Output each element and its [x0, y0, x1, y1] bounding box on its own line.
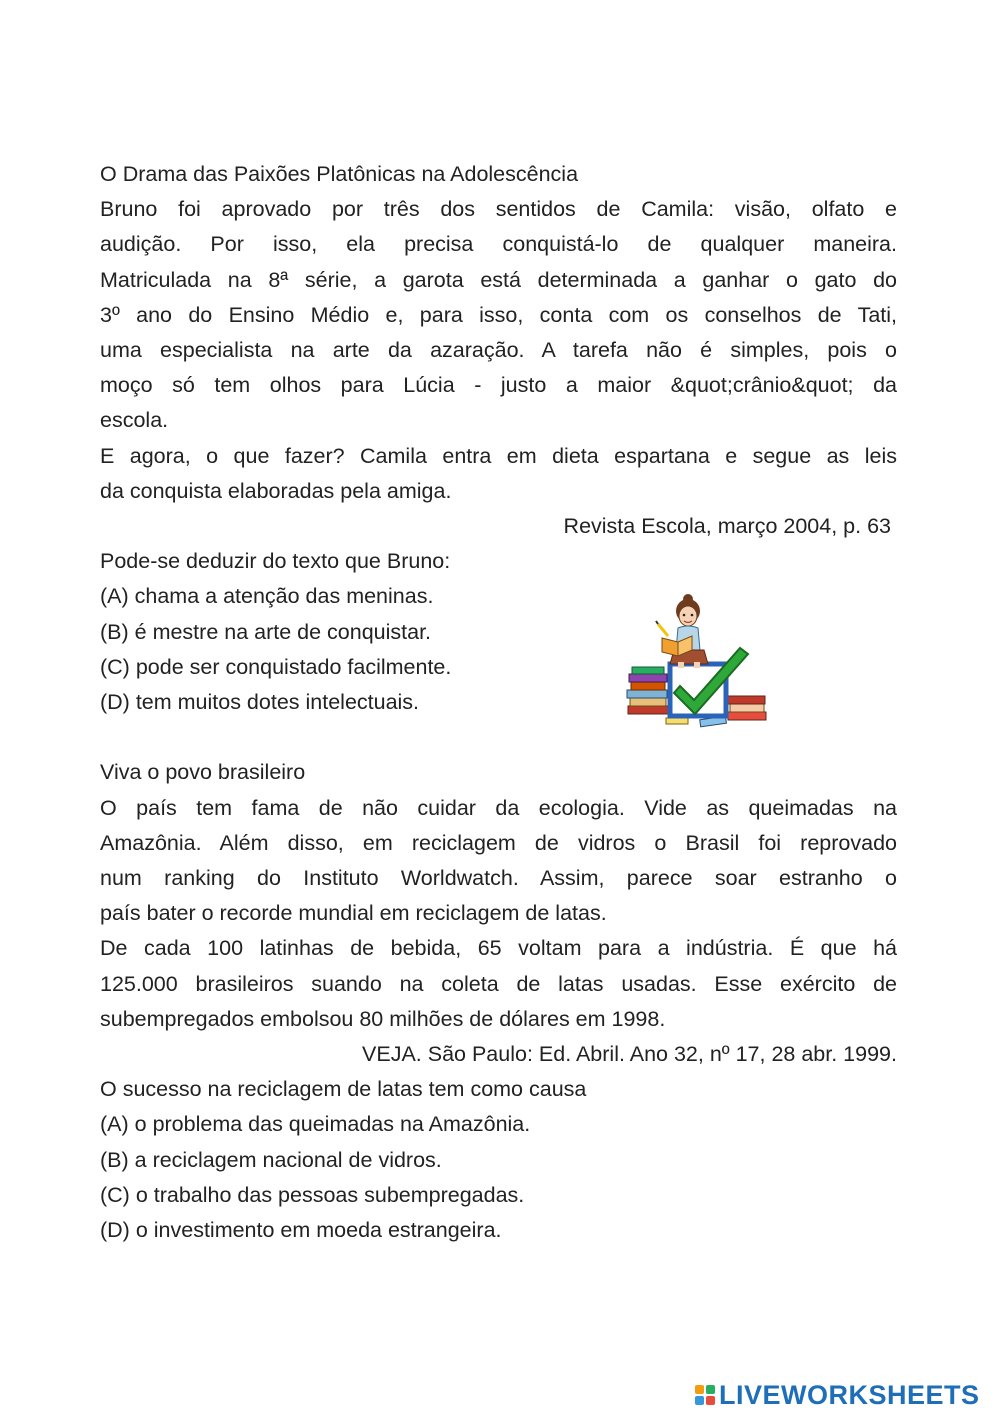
book-stack-right-icon: [727, 696, 766, 720]
article1-line: Matriculada na 8ª série, a garota está determinada a ganhar o gato do: [100, 267, 897, 292]
article1-line: da conquista elaboradas pela amiga.: [100, 478, 452, 503]
liveworksheets-logo[interactable]: [695, 1380, 980, 1410]
article2-line: 125.000 brasileiros suando na coleta de latas usadas. Esse exército de: [100, 971, 897, 996]
question1-option-a[interactable]: (A) chama a atenção das meninas.: [100, 584, 434, 609]
question1-option-d[interactable]: (D) tem muitos dotes intelectuais.: [100, 690, 420, 715]
worksheet-page: [100, 157, 897, 1248]
question2-option-d[interactable]: (D) o investimento em moeda estrangeira.: [100, 1218, 502, 1243]
question1-prompt: Pode-se deduzir do texto que Bruno:: [100, 549, 451, 574]
article2-line: Amazônia. Além disso, em reciclagem de vidros o Brasil foi reprovado: [100, 830, 897, 855]
book-stack-left-icon: [627, 667, 668, 714]
article2-title: Viva o povo brasileiro: [100, 760, 306, 785]
girl-reading-icon: [656, 594, 708, 668]
question1-option-c[interactable]: (C) pode ser conquistado facilmente.: [100, 654, 452, 679]
article1-line: escola.: [100, 408, 169, 433]
article2-line: país bater o recorde mundial em reciclagem de latas.: [100, 901, 607, 926]
article2-line: De cada 100 latinhas de bebida, 65 voltam para a indústria. É que há: [100, 936, 897, 961]
article1-title: O Drama das Paixões Platônicas na Adolescência: [100, 162, 579, 186]
question2-option-a[interactable]: (A) o problema das queimadas na Amazônia.: [100, 1112, 531, 1137]
article1-line: uma especialista na arte da azaração. A tarefa não é simples, pois o: [100, 338, 897, 363]
article1-line: moço só tem olhos para Lúcia - justo a maior &quot;crânio&quot; da: [100, 373, 897, 398]
article2-line: num ranking do Instituto Worldwatch. Assim, parece soar estranho o: [100, 866, 897, 891]
liveworksheets-badge-icon: [695, 1385, 715, 1405]
article1-line: 3º ano do Ensino Médio e, para isso, conta com os conselhos de Tati,: [100, 302, 897, 327]
spacer: [100, 720, 897, 755]
article1-source: Revista Escola, março 2004, p. 63: [563, 514, 891, 539]
article2-line: subempregados embolsou 80 milhões de dólares em 1998.: [100, 1006, 666, 1031]
article1-line: Bruno foi aprovado por três dos sentidos de Camila: visão, olfato e: [100, 197, 897, 222]
brand-name: LIVEWORKSHEETS: [719, 1379, 980, 1410]
question2-option-b[interactable]: (B) a reciclagem nacional de vidros.: [100, 1147, 442, 1172]
article2-source: VEJA. São Paulo: Ed. Abril. Ano 32, nº 17, 28 abr. 1999.: [362, 1042, 897, 1067]
question1-option-b[interactable]: (B) é mestre na arte de conquistar.: [100, 619, 432, 644]
student-checkmark-illustration: [622, 594, 772, 734]
article1-line: E agora, o que fazer? Camila entra em dieta espartana e segue as leis: [100, 443, 897, 468]
article2-line: O país tem fama de não cuidar da ecologia. Vide as queimadas na: [100, 795, 897, 820]
question2-option-c[interactable]: (C) o trabalho das pessoas subempregadas.: [100, 1182, 525, 1207]
question2-prompt: O sucesso na reciclagem de latas tem como causa: [100, 1077, 587, 1102]
article1-line: audição. Por isso, ela precisa conquistá-lo de qualquer maneira.: [100, 232, 897, 257]
